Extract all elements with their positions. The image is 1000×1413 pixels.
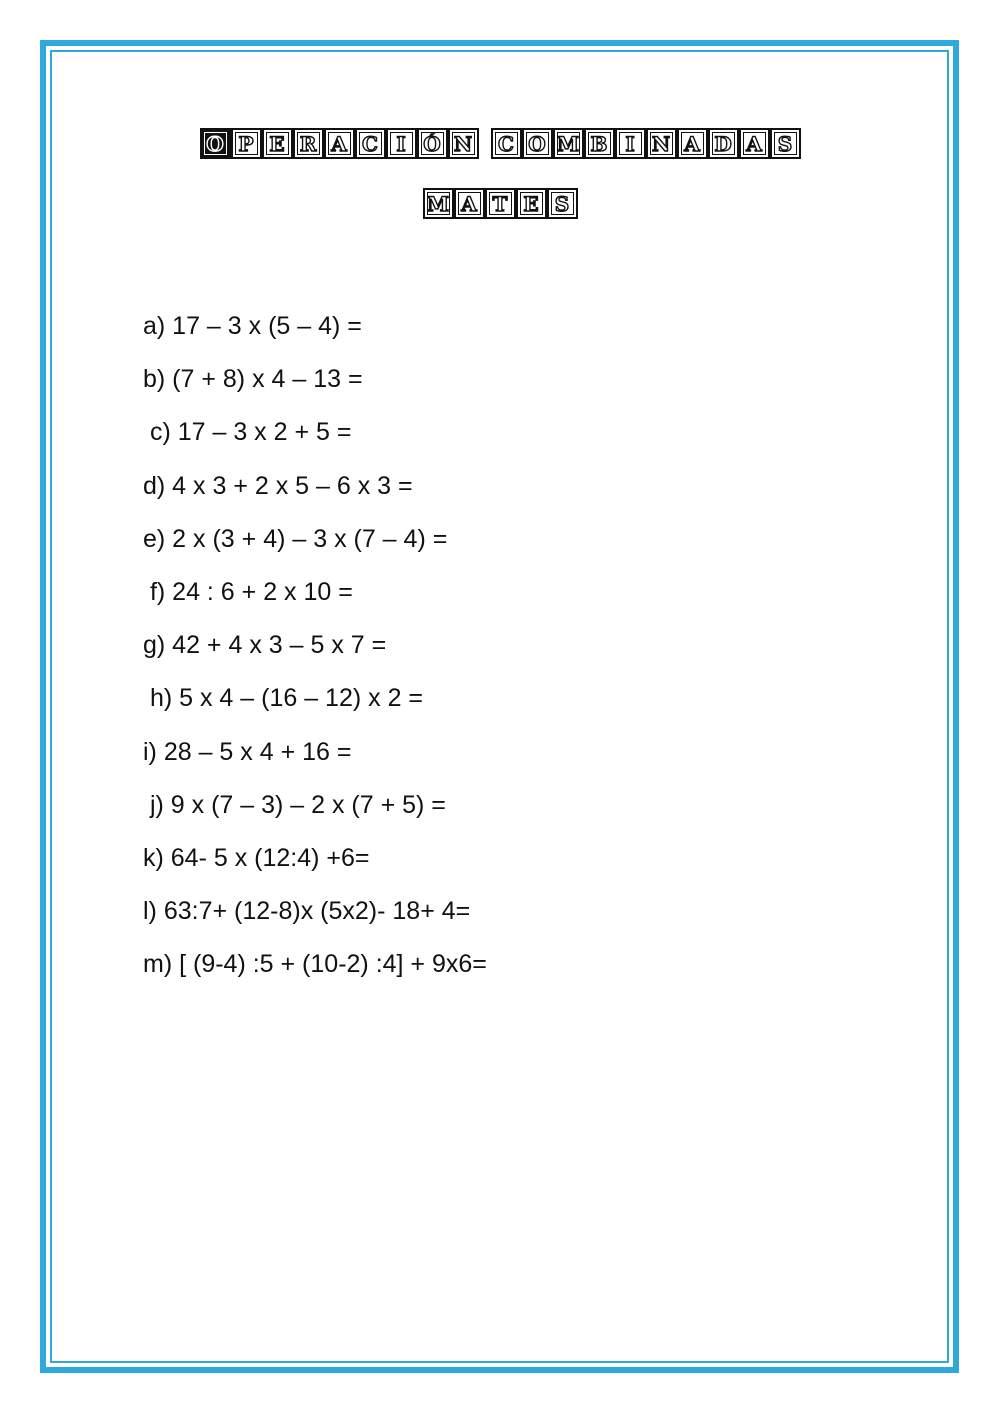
title-letter: O xyxy=(206,131,224,156)
title-letter: I xyxy=(625,131,635,156)
title-letter: A xyxy=(461,191,477,216)
title-letter: A xyxy=(746,131,762,156)
title-letter-tile xyxy=(739,128,770,159)
exercise-h: h) 5 x 4 – (16 – 12) x 2 = xyxy=(143,684,424,713)
title-letter: A xyxy=(684,131,700,156)
title-letter-tile xyxy=(770,128,801,159)
title-letter-tile xyxy=(646,128,677,159)
exercise-i: i) 28 – 5 x 4 + 16 = xyxy=(143,737,352,766)
title-letter-tile xyxy=(522,128,553,159)
exercise-j: j) 9 x (7 – 3) – 2 x (7 + 5) = xyxy=(143,790,446,819)
title-letter: R xyxy=(299,131,317,156)
title-letter: Ó xyxy=(423,131,441,156)
title-letter-tile xyxy=(293,128,324,159)
exercise-g: g) 42 + 4 x 3 – 5 x 7 = xyxy=(143,631,387,660)
title-letter-tile xyxy=(200,128,231,159)
title-letter: P xyxy=(238,131,254,156)
title-letter: S xyxy=(554,191,570,216)
exercise-l: l) 63:7+ (12-8)x (5x2)- 18+ 4= xyxy=(143,897,471,926)
title-letter: N xyxy=(453,131,473,156)
title-line-2 xyxy=(0,188,1000,219)
exercise-list xyxy=(143,308,487,999)
title-letter: E xyxy=(523,191,539,216)
title-letter-tile xyxy=(547,188,578,219)
title-letter-tile xyxy=(417,128,448,159)
title-letter: B xyxy=(590,131,608,156)
exercise-b: b) (7 + 8) x 4 – 13 = xyxy=(143,365,363,394)
exercise-f: f) 24 : 6 + 2 x 10 = xyxy=(143,577,353,606)
title-letter: D xyxy=(714,131,732,156)
title-letter: C xyxy=(498,131,514,156)
title-letter-tile xyxy=(615,128,646,159)
exercise-d: d) 4 x 3 + 2 x 5 – 6 x 3 = xyxy=(143,471,413,500)
title-letter: O xyxy=(528,131,546,156)
title-letter-tile xyxy=(677,128,708,159)
title-letter-tile xyxy=(708,128,739,159)
exercise-e: e) 2 x (3 + 4) – 3 x (7 – 4) = xyxy=(143,524,448,553)
title-letter: A xyxy=(331,131,347,156)
title-letter-tile xyxy=(448,128,479,159)
title-letter-tile xyxy=(423,188,454,219)
title-letter-tile xyxy=(262,128,293,159)
title-letter: M xyxy=(426,191,450,216)
title-letter: I xyxy=(396,131,406,156)
title-letter: N xyxy=(651,131,671,156)
title-line-1 xyxy=(0,128,1000,159)
exercise-a: a) 17 – 3 x (5 – 4) = xyxy=(143,312,362,340)
title-letter-tile xyxy=(491,128,522,159)
title-letter-tile xyxy=(584,128,615,159)
exercise-m: m) [ (9-4) :5 + (10-2) :4] + 9x6= xyxy=(143,950,487,979)
title-letter-tile xyxy=(386,128,417,159)
title-letter-tile xyxy=(485,188,516,219)
title-letter-tile xyxy=(324,128,355,159)
exercise-k: k) 64- 5 x (12:4) +6= xyxy=(143,843,370,872)
title-letter-tile xyxy=(355,128,386,159)
title-letter-tile xyxy=(454,188,485,219)
title-letter: C xyxy=(362,131,378,156)
title-letter: M xyxy=(556,131,580,156)
title-letter: S xyxy=(777,131,793,156)
title-letter: T xyxy=(492,191,508,216)
title-letter-tile xyxy=(516,188,547,219)
title-letter-tile xyxy=(231,128,262,159)
title-letter: E xyxy=(269,131,285,156)
exercise-c: c) 17 – 3 x 2 + 5 = xyxy=(143,418,352,447)
title-letter-tile xyxy=(553,128,584,159)
